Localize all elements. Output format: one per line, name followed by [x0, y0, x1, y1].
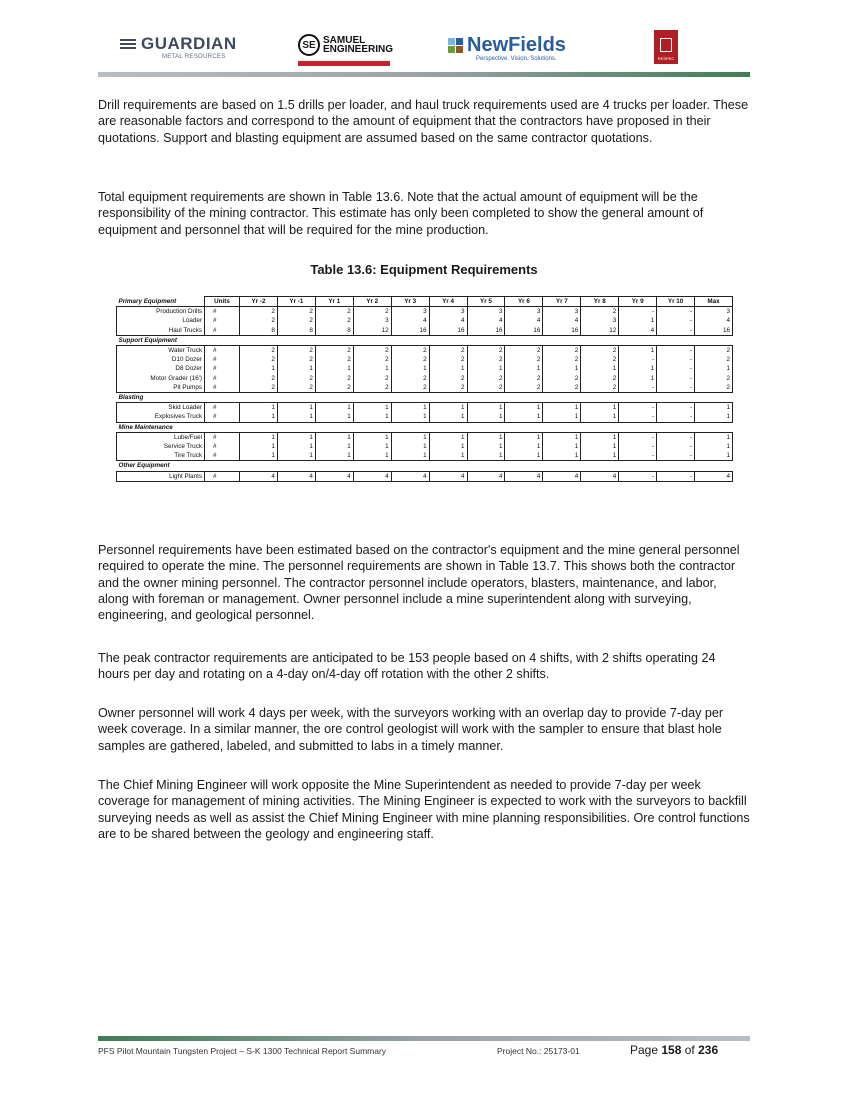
equipment-label: Pit Pumps: [117, 383, 205, 393]
equipment-label: Lube/Fuel: [117, 432, 205, 442]
value-cell: 1: [391, 432, 429, 442]
value-cell: 3: [353, 316, 391, 325]
value-cell: 3: [695, 307, 733, 317]
value-cell: 1: [429, 403, 467, 413]
column-header: Yr 2: [353, 297, 391, 307]
value-cell: -: [657, 412, 695, 422]
value-cell: 16: [505, 326, 543, 336]
value-cell: 2: [240, 355, 278, 364]
value-cell: 2: [315, 374, 353, 383]
header-primary-equipment: Primary Equipment: [117, 297, 205, 307]
value-cell: -: [657, 316, 695, 325]
unit-cell: #: [205, 307, 240, 317]
column-header: Yr -1: [277, 297, 315, 307]
value-cell: 1: [543, 412, 581, 422]
value-cell: -: [619, 412, 657, 422]
value-cell: 1: [695, 412, 733, 422]
unit-cell: #: [205, 346, 240, 356]
value-cell: 1: [619, 316, 657, 325]
column-header: Yr 8: [581, 297, 619, 307]
equipment-label: D10 Dozer: [117, 355, 205, 364]
value-cell: 1: [353, 451, 391, 461]
value-cell: 2: [581, 383, 619, 393]
unit-cell: #: [205, 374, 240, 383]
column-header: Max: [695, 297, 733, 307]
value-cell: 2: [695, 346, 733, 356]
value-cell: 1: [391, 412, 429, 422]
table-row: [117, 383, 733, 393]
value-cell: -: [657, 383, 695, 393]
value-cell: 4: [467, 471, 505, 481]
value-cell: -: [657, 355, 695, 364]
paragraph-peak-contractor: The peak contractor requirements are anticipated to be 153 people based on 4 shifts, with 2 shifts operating 24 hours per day and rotating on a 4-day on/4-day off rotation with the other 2 shifts.: [98, 651, 716, 682]
page-header: [98, 28, 750, 76]
paragraph-chief-engineer: The Chief Mining Engineer will work opposite the Mine Superintendent as needed to provide 7-day per week coverage for management of mining activities. The Mining Engineer is expected to work with the surveyors to backfill surveying needs as well as assist the Chief Mining Engineer with mine planning responsibilities. Ore control functions are to be shared between the geology and engineering staff.: [98, 778, 750, 841]
value-cell: 1: [581, 412, 619, 422]
value-cell: 2: [505, 346, 543, 356]
value-cell: 4: [695, 316, 733, 325]
value-cell: 2: [315, 316, 353, 325]
column-header: Yr -2: [240, 297, 278, 307]
value-cell: 1: [695, 442, 733, 451]
value-cell: 1: [240, 403, 278, 413]
value-cell: 1: [619, 364, 657, 373]
value-cell: 1: [695, 451, 733, 461]
value-cell: -: [619, 432, 657, 442]
value-cell: 4: [505, 471, 543, 481]
value-cell: 1: [391, 364, 429, 373]
equipment-label: Motor Grader (16'): [117, 374, 205, 383]
value-cell: 2: [391, 374, 429, 383]
value-cell: 2: [277, 346, 315, 356]
section-row: [117, 422, 733, 432]
unit-cell: #: [205, 442, 240, 451]
value-cell: -: [619, 471, 657, 481]
column-header: Yr 9: [619, 297, 657, 307]
equipment-label: Tire Truck: [117, 451, 205, 461]
value-cell: 12: [353, 326, 391, 336]
equipment-label: Service Truck: [117, 442, 205, 451]
value-cell: 1: [277, 412, 315, 422]
equipment-table: [116, 296, 733, 482]
value-cell: 4: [315, 471, 353, 481]
value-cell: 1: [505, 442, 543, 451]
value-cell: 1: [391, 451, 429, 461]
value-cell: 1: [277, 364, 315, 373]
value-cell: 1: [543, 403, 581, 413]
value-cell: 1: [695, 364, 733, 373]
value-cell: 2: [353, 383, 391, 393]
value-cell: 1: [240, 442, 278, 451]
value-cell: 2: [581, 355, 619, 364]
equipment-label: Skid Loader: [117, 403, 205, 413]
value-cell: 1: [277, 432, 315, 442]
value-cell: 16: [695, 326, 733, 336]
table-row: [117, 346, 733, 356]
value-cell: 1: [619, 374, 657, 383]
column-header: Units: [205, 297, 240, 307]
value-cell: 1: [467, 403, 505, 413]
table-row: [117, 442, 733, 451]
value-cell: 3: [505, 307, 543, 317]
value-cell: 2: [240, 307, 278, 317]
value-cell: 1: [240, 364, 278, 373]
value-cell: 2: [467, 383, 505, 393]
section-label: Mine Maintenance: [118, 423, 173, 431]
footer-report-title: PFS Pilot Mountain Tungsten Project – S-K 1300 Technical Report Summary: [98, 1046, 387, 1056]
value-cell: 2: [240, 316, 278, 325]
unit-cell: #: [205, 326, 240, 336]
value-cell: 2: [467, 355, 505, 364]
guardian-logo: [120, 34, 237, 60]
value-cell: 1: [505, 432, 543, 442]
value-cell: 2: [695, 374, 733, 383]
value-cell: 1: [315, 432, 353, 442]
value-cell: -: [619, 307, 657, 317]
value-cell: 1: [695, 432, 733, 442]
table-row: [117, 412, 733, 422]
value-cell: 1: [543, 451, 581, 461]
value-cell: 1: [429, 412, 467, 422]
value-cell: 1: [240, 412, 278, 422]
column-header: Yr 4: [429, 297, 467, 307]
samuel-line2: ENGINEERING: [323, 44, 394, 55]
value-cell: 2: [543, 346, 581, 356]
value-cell: 1: [505, 364, 543, 373]
column-header: Yr 3: [391, 297, 429, 307]
table-row: [117, 355, 733, 364]
value-cell: 1: [353, 412, 391, 422]
samuel-red-bar: [298, 61, 390, 66]
table-row: [117, 307, 733, 317]
section-label: Blasting: [118, 394, 144, 402]
unit-cell: #: [205, 316, 240, 325]
value-cell: -: [657, 471, 695, 481]
value-cell: 2: [353, 346, 391, 356]
value-cell: -: [619, 355, 657, 364]
value-cell: 2: [467, 346, 505, 356]
unit-cell: #: [205, 432, 240, 442]
value-cell: 2: [429, 383, 467, 393]
value-cell: 1: [240, 451, 278, 461]
table-row: [117, 374, 733, 383]
value-cell: 2: [543, 374, 581, 383]
value-cell: 2: [467, 374, 505, 383]
value-cell: 1: [467, 442, 505, 451]
value-cell: 16: [429, 326, 467, 336]
value-cell: 2: [240, 383, 278, 393]
value-cell: 1: [277, 451, 315, 461]
value-cell: 2: [505, 374, 543, 383]
unit-cell: #: [205, 364, 240, 373]
value-cell: 1: [429, 364, 467, 373]
value-cell: 3: [429, 307, 467, 317]
value-cell: 2: [353, 307, 391, 317]
samuel-line1: SAMUEL: [323, 35, 366, 46]
value-cell: -: [619, 442, 657, 451]
value-cell: 2: [353, 374, 391, 383]
value-cell: 1: [505, 412, 543, 422]
section-row: [117, 461, 733, 471]
section-label: Other Equipment: [118, 462, 170, 470]
value-cell: 2: [429, 374, 467, 383]
table-row: [117, 403, 733, 413]
value-cell: -: [619, 383, 657, 393]
samuel-circle-icon: SE: [298, 34, 320, 56]
value-cell: 1: [429, 432, 467, 442]
value-cell: 4: [277, 471, 315, 481]
guardian-bars-icon: [120, 39, 136, 49]
value-cell: 4: [240, 471, 278, 481]
equipment-label: Explosives Truck: [117, 412, 205, 422]
newfields-tagline: Perspective. Vision. Solutions.: [476, 56, 557, 62]
value-cell: 2: [581, 346, 619, 356]
equipment-label: Haul Trucks: [117, 326, 205, 336]
table-body: [117, 307, 733, 482]
value-cell: 2: [391, 355, 429, 364]
value-cell: 1: [277, 442, 315, 451]
value-cell: 2: [315, 307, 353, 317]
value-cell: 2: [695, 355, 733, 364]
column-header: Yr 7: [543, 297, 581, 307]
value-cell: -: [657, 432, 695, 442]
value-cell: 3: [543, 307, 581, 317]
value-cell: -: [657, 326, 695, 336]
value-cell: -: [619, 403, 657, 413]
value-cell: 16: [543, 326, 581, 336]
value-cell: 2: [277, 383, 315, 393]
value-cell: 1: [467, 412, 505, 422]
page-of: of: [684, 1043, 695, 1057]
value-cell: 2: [315, 355, 353, 364]
value-cell: 1: [315, 364, 353, 373]
equipment-label: Production Drills: [117, 307, 205, 317]
value-cell: 1: [315, 442, 353, 451]
value-cell: 2: [353, 355, 391, 364]
equipment-label: Loader: [117, 316, 205, 325]
table-row: [117, 432, 733, 442]
value-cell: 2: [391, 346, 429, 356]
value-cell: 4: [619, 326, 657, 336]
value-cell: 2: [315, 383, 353, 393]
value-cell: 1: [315, 403, 353, 413]
value-cell: 1: [505, 403, 543, 413]
guardian-sub: METAL RESOURCES: [162, 54, 226, 60]
value-cell: 2: [695, 383, 733, 393]
value-cell: 4: [581, 471, 619, 481]
value-cell: 3: [391, 307, 429, 317]
footer-rule: [98, 1036, 750, 1041]
value-cell: 2: [429, 346, 467, 356]
value-cell: -: [657, 374, 695, 383]
newfields-squares-icon: [448, 38, 463, 53]
page-prefix: Page: [630, 1043, 659, 1057]
value-cell: 2: [277, 316, 315, 325]
paragraph-owner-personnel: Owner personnel will work 4 days per week, with the surveyors working with an overlap day to provide 7-day per week coverage. In a similar manner, the ore control geologist will work with the sampler to ensure that blast hole samples are gathered, labeled, and submitted to labs in a timely manner.: [98, 706, 724, 753]
value-cell: 2: [543, 383, 581, 393]
value-cell: 1: [543, 442, 581, 451]
guardian-name: GUARDIAN: [141, 34, 237, 53]
value-cell: 16: [467, 326, 505, 336]
header-rule: [98, 72, 750, 77]
value-cell: 1: [240, 432, 278, 442]
value-cell: 1: [543, 432, 581, 442]
unit-cell: #: [205, 403, 240, 413]
respec-name: RESPEC: [657, 56, 675, 61]
value-cell: -: [657, 364, 695, 373]
value-cell: -: [657, 346, 695, 356]
value-cell: 4: [391, 316, 429, 325]
value-cell: 1: [353, 403, 391, 413]
value-cell: 8: [315, 326, 353, 336]
value-cell: 2: [505, 383, 543, 393]
section-row: [117, 393, 733, 403]
value-cell: 2: [391, 383, 429, 393]
value-cell: 4: [543, 471, 581, 481]
value-cell: 4: [543, 316, 581, 325]
table-caption: Table 13.6: Equipment Requirements: [310, 262, 538, 277]
value-cell: 4: [505, 316, 543, 325]
value-cell: 1: [581, 364, 619, 373]
column-header: Yr 1: [315, 297, 353, 307]
column-header: Yr 5: [467, 297, 505, 307]
table-header-row: [117, 297, 733, 307]
value-cell: 1: [353, 364, 391, 373]
value-cell: 1: [581, 442, 619, 451]
value-cell: 1: [391, 403, 429, 413]
value-cell: 16: [391, 326, 429, 336]
value-cell: 2: [505, 355, 543, 364]
value-cell: -: [657, 403, 695, 413]
value-cell: 1: [429, 442, 467, 451]
value-cell: 1: [581, 451, 619, 461]
unit-cell: #: [205, 451, 240, 461]
value-cell: 2: [240, 374, 278, 383]
value-cell: 2: [277, 355, 315, 364]
table-row: [117, 326, 733, 336]
value-cell: 2: [315, 346, 353, 356]
table-row: [117, 364, 733, 373]
value-cell: 1: [467, 451, 505, 461]
value-cell: 1: [619, 346, 657, 356]
value-cell: 4: [429, 316, 467, 325]
column-header: Yr 6: [505, 297, 543, 307]
footer-project-number: Project No.: 25173-01: [497, 1046, 580, 1056]
paragraph-drill-requirements: Drill requirements are based on 1.5 drills per loader, and haul truck requirements used are 4 trucks per loader. These are reasonable factors and correspond to the amount of equipment that the contractors have proposed in their quotations. Support and blasting equipment are assumed based on the same contractor quotations.: [98, 98, 749, 145]
value-cell: 1: [353, 432, 391, 442]
value-cell: 4: [467, 316, 505, 325]
equipment-label: D8 Dozer: [117, 364, 205, 373]
value-cell: 1: [695, 403, 733, 413]
value-cell: 2: [581, 374, 619, 383]
value-cell: 2: [277, 374, 315, 383]
value-cell: -: [657, 451, 695, 461]
respec-logo: [654, 30, 678, 64]
unit-cell: #: [205, 412, 240, 422]
value-cell: 8: [240, 326, 278, 336]
value-cell: 1: [353, 442, 391, 451]
value-cell: 1: [277, 403, 315, 413]
value-cell: 1: [581, 432, 619, 442]
value-cell: 2: [543, 355, 581, 364]
value-cell: 1: [467, 432, 505, 442]
paragraph-total-equipment: Total equipment requirements are shown in Table 13.6. Note that the actual amount of equipment will be the responsibility of the mining contractor. This estimate has only been completed to show the general amount of equipment and personnel that will be required for the mine production.: [98, 190, 704, 237]
value-cell: 1: [315, 412, 353, 422]
value-cell: 2: [240, 346, 278, 356]
value-cell: -: [619, 451, 657, 461]
value-cell: -: [657, 442, 695, 451]
footer-page-number: [630, 1043, 718, 1057]
section-label: Support Equipment: [118, 336, 177, 344]
section-row: [117, 335, 733, 345]
newfields-logo: [448, 34, 566, 62]
value-cell: 1: [429, 451, 467, 461]
value-cell: 1: [505, 451, 543, 461]
value-cell: -: [657, 307, 695, 317]
respec-mark-icon: [660, 38, 672, 52]
unit-cell: #: [205, 383, 240, 393]
table-row: [117, 316, 733, 325]
table-row: [117, 471, 733, 481]
value-cell: 2: [277, 307, 315, 317]
value-cell: 4: [429, 471, 467, 481]
value-cell: 4: [391, 471, 429, 481]
value-cell: 2: [429, 355, 467, 364]
samuel-engineering-logo: [298, 34, 393, 56]
value-cell: 1: [315, 451, 353, 461]
value-cell: 8: [277, 326, 315, 336]
page-current: 158: [661, 1043, 682, 1057]
value-cell: 4: [695, 471, 733, 481]
equipment-label: Light Plants: [117, 471, 205, 481]
newfields-name: NewFields: [467, 34, 566, 56]
page-total: 236: [698, 1043, 719, 1057]
value-cell: 3: [467, 307, 505, 317]
value-cell: 1: [467, 364, 505, 373]
unit-cell: #: [205, 355, 240, 364]
value-cell: 2: [581, 307, 619, 317]
column-header: Yr 10: [657, 297, 695, 307]
value-cell: 12: [581, 326, 619, 336]
unit-cell: #: [205, 471, 240, 481]
value-cell: 1: [391, 442, 429, 451]
value-cell: 3: [581, 316, 619, 325]
table-row: [117, 451, 733, 461]
equipment-label: Water Truck: [117, 346, 205, 356]
value-cell: 4: [353, 471, 391, 481]
paragraph-personnel: Personnel requirements have been estimated based on the contractor's equipment and the mine general personnel required to operate the mine. The personnel requirements are shown in Table 13.7. This shows both the contractor and the owner mining personnel. The contractor personnel include operators, blasters, maintenance, and labor, along with foreman or management. Owner personnel include a mine superintendent along with surveying, engineering, and geological personnel.: [98, 543, 740, 623]
value-cell: 1: [581, 403, 619, 413]
value-cell: 1: [543, 364, 581, 373]
